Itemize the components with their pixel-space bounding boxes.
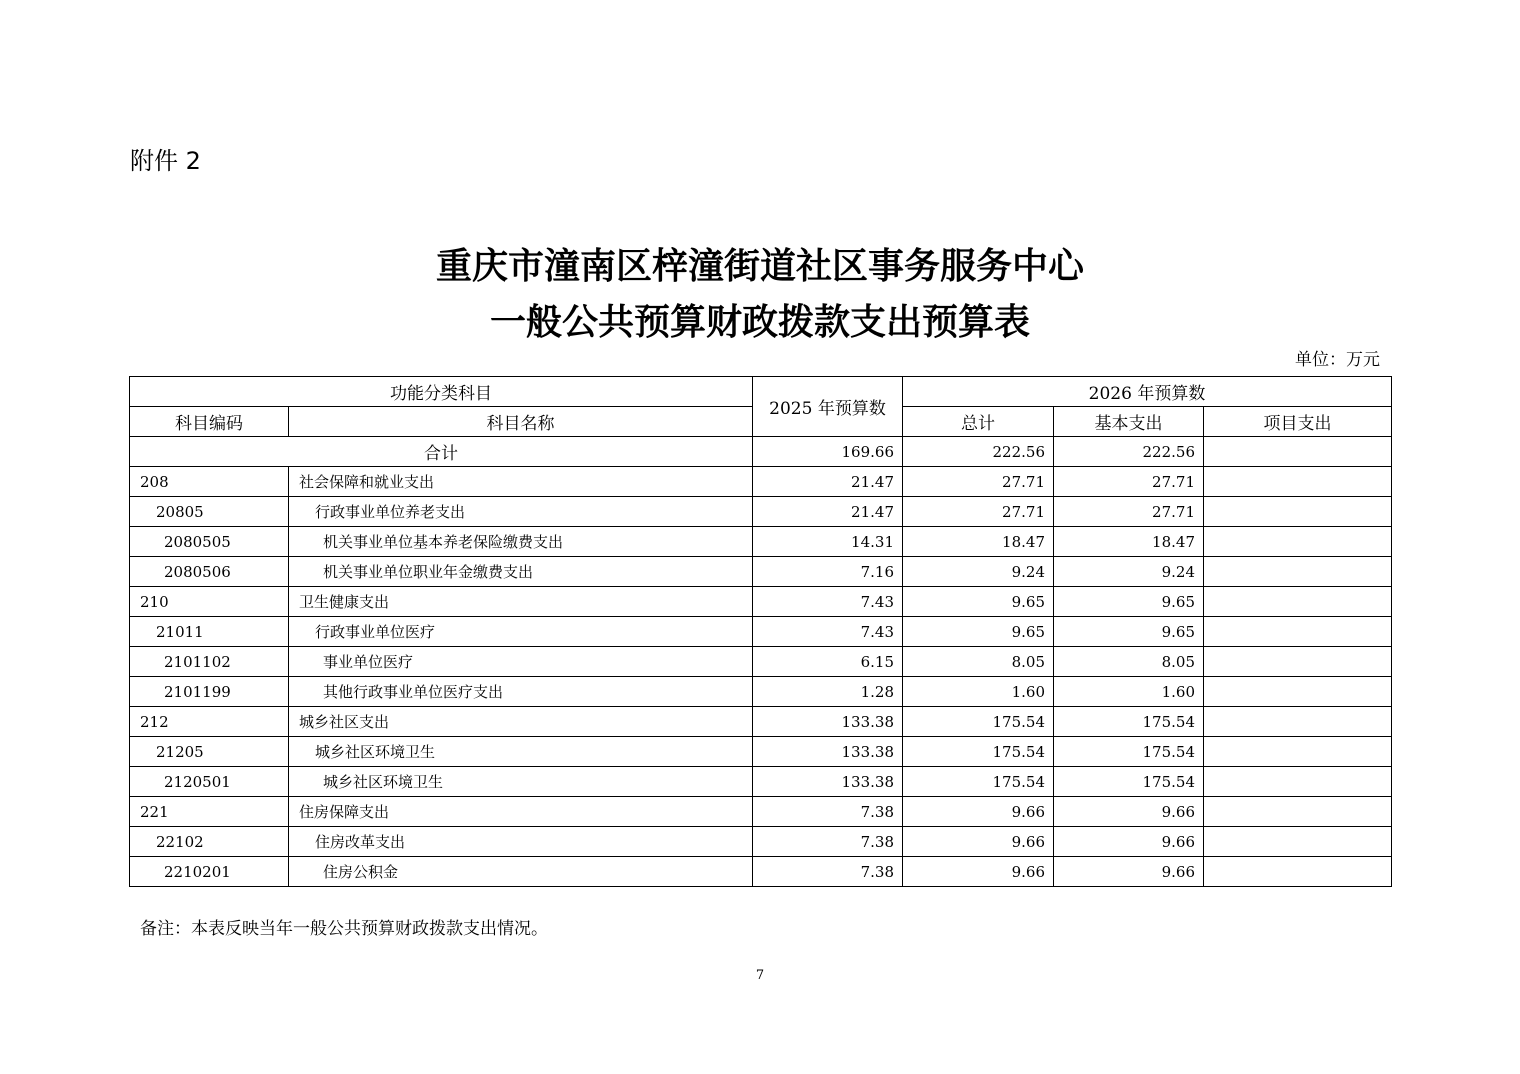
project-2026-cell	[1204, 647, 1392, 677]
header-budget-2026: 2026 年预算数	[903, 377, 1392, 407]
total-row	[130, 437, 1392, 467]
table-row	[130, 557, 1392, 587]
budget-table	[129, 376, 1392, 887]
budget-2025-cell: 7.43	[753, 617, 903, 647]
budget-2025-cell: 7.38	[753, 857, 903, 887]
budget-2025-cell: 7.38	[753, 797, 903, 827]
subject-name-cell: 机关事业单位基本养老保险缴费支出	[289, 527, 753, 557]
subject-code-cell: 2101199	[130, 677, 289, 707]
basic-2026-cell: 175.54	[1054, 737, 1204, 767]
header-row-1	[130, 377, 1392, 407]
budget-2025-cell: 133.38	[753, 767, 903, 797]
project-2026-cell	[1204, 857, 1392, 887]
table-row	[130, 587, 1392, 617]
subject-code-cell: 20805	[130, 497, 289, 527]
basic-2026-cell: 9.65	[1054, 617, 1204, 647]
basic-2026-cell: 1.60	[1054, 677, 1204, 707]
project-2026-cell	[1204, 467, 1392, 497]
total-2026-cell: 9.66	[903, 797, 1054, 827]
project-2026-cell	[1204, 827, 1392, 857]
budget-2025-cell: 133.38	[753, 737, 903, 767]
basic-2026-cell: 9.65	[1054, 587, 1204, 617]
project-2026-cell	[1204, 737, 1392, 767]
budget-2025-cell: 7.38	[753, 827, 903, 857]
subject-code-cell: 208	[130, 467, 289, 497]
header-budget-2025: 2025 年预算数	[753, 377, 903, 437]
total-2026-cell: 9.65	[903, 617, 1054, 647]
footnote: 备注：本表反映当年一般公共预算财政拨款支出情况。	[140, 919, 548, 939]
table-row	[130, 737, 1392, 767]
subject-name-cell: 城乡社区环境卫生	[289, 767, 753, 797]
subject-name-cell: 卫生健康支出	[289, 587, 753, 617]
subject-name-cell: 城乡社区环境卫生	[289, 737, 753, 767]
subject-code-cell: 21205	[130, 737, 289, 767]
budget-2025-cell: 133.38	[753, 707, 903, 737]
project-2026-cell	[1204, 557, 1392, 587]
project-2026-cell	[1204, 587, 1392, 617]
project-2026-cell	[1204, 677, 1392, 707]
subject-code-cell: 21011	[130, 617, 289, 647]
basic-2026-cell: 27.71	[1054, 497, 1204, 527]
budget-2025-cell: 21.47	[753, 497, 903, 527]
subject-code-cell: 2080506	[130, 557, 289, 587]
table-row	[130, 857, 1392, 887]
basic-2026-cell: 8.05	[1054, 647, 1204, 677]
header-subject-name: 科目名称	[289, 407, 753, 437]
total-2026-cell: 1.60	[903, 677, 1054, 707]
total-2026-cell: 18.47	[903, 527, 1054, 557]
subject-code-cell: 221	[130, 797, 289, 827]
project-2026-cell	[1204, 497, 1392, 527]
subject-name-cell: 其他行政事业单位医疗支出	[289, 677, 753, 707]
subject-code-cell: 22102	[130, 827, 289, 857]
subject-name-cell: 事业单位医疗	[289, 647, 753, 677]
subject-code-cell: 2120501	[130, 767, 289, 797]
total-2026-cell: 175.54	[903, 767, 1054, 797]
total-basic-2026: 222.56	[1054, 437, 1204, 467]
header-functional-category: 功能分类科目	[130, 377, 753, 407]
total-2026-cell: 9.66	[903, 857, 1054, 887]
project-2026-cell	[1204, 617, 1392, 647]
subject-name-cell: 社会保障和就业支出	[289, 467, 753, 497]
table-row	[130, 617, 1392, 647]
header-basic-expenditure: 基本支出	[1054, 407, 1204, 437]
budget-2025-cell: 6.15	[753, 647, 903, 677]
subject-name-cell: 住房保障支出	[289, 797, 753, 827]
table-row	[130, 497, 1392, 527]
basic-2026-cell: 9.66	[1054, 827, 1204, 857]
subject-code-cell: 2080505	[130, 527, 289, 557]
table-row	[130, 707, 1392, 737]
total-budget-2025: 169.66	[753, 437, 903, 467]
subject-name-cell: 行政事业单位医疗	[289, 617, 753, 647]
subject-code-cell: 2101102	[130, 647, 289, 677]
page-number: 7	[755, 968, 765, 983]
project-2026-cell	[1204, 707, 1392, 737]
total-2026-cell: 8.05	[903, 647, 1054, 677]
basic-2026-cell: 27.71	[1054, 467, 1204, 497]
subject-name-cell: 住房公积金	[289, 857, 753, 887]
total-2026-cell: 175.54	[903, 737, 1054, 767]
total-2026-cell: 27.71	[903, 497, 1054, 527]
subject-name-cell: 机关事业单位职业年金缴费支出	[289, 557, 753, 587]
table-row	[130, 527, 1392, 557]
unit-label: 单位：万元	[1295, 350, 1380, 370]
basic-2026-cell: 175.54	[1054, 707, 1204, 737]
subject-code-cell: 210	[130, 587, 289, 617]
table-row	[130, 767, 1392, 797]
total-2026-cell: 27.71	[903, 467, 1054, 497]
budget-2025-cell: 1.28	[753, 677, 903, 707]
total-total-2026: 222.56	[903, 437, 1054, 467]
header-total: 总计	[903, 407, 1054, 437]
table-row	[130, 677, 1392, 707]
table-row	[130, 467, 1392, 497]
budget-2025-cell: 14.31	[753, 527, 903, 557]
subject-name-cell: 住房改革支出	[289, 827, 753, 857]
project-2026-cell	[1204, 527, 1392, 557]
total-2026-cell: 9.24	[903, 557, 1054, 587]
total-2026-cell: 9.65	[903, 587, 1054, 617]
table-row	[130, 797, 1392, 827]
budget-2025-cell: 21.47	[753, 467, 903, 497]
basic-2026-cell: 9.66	[1054, 797, 1204, 827]
header-subject-code: 科目编码	[130, 407, 289, 437]
basic-2026-cell: 9.24	[1054, 557, 1204, 587]
basic-2026-cell: 175.54	[1054, 767, 1204, 797]
budget-2025-cell: 7.43	[753, 587, 903, 617]
page-title-line-2: 一般公共预算财政拨款支出预算表	[489, 302, 1030, 343]
total-label: 合计	[130, 437, 753, 467]
page-title-line-1: 重庆市潼南区梓潼街道社区事务服务中心	[435, 246, 1084, 287]
attachment-label: 附件 2	[130, 147, 201, 175]
header-project-expenditure: 项目支出	[1204, 407, 1392, 437]
subject-code-cell: 212	[130, 707, 289, 737]
project-2026-cell	[1204, 767, 1392, 797]
subject-name-cell: 行政事业单位养老支出	[289, 497, 753, 527]
total-2026-cell: 9.66	[903, 827, 1054, 857]
table-row	[130, 827, 1392, 857]
basic-2026-cell: 9.66	[1054, 857, 1204, 887]
subject-name-cell: 城乡社区支出	[289, 707, 753, 737]
basic-2026-cell: 18.47	[1054, 527, 1204, 557]
subject-code-cell: 2210201	[130, 857, 289, 887]
table-row	[130, 647, 1392, 677]
total-2026-cell: 175.54	[903, 707, 1054, 737]
budget-2025-cell: 7.16	[753, 557, 903, 587]
project-2026-cell	[1204, 797, 1392, 827]
total-project-2026	[1204, 437, 1392, 467]
